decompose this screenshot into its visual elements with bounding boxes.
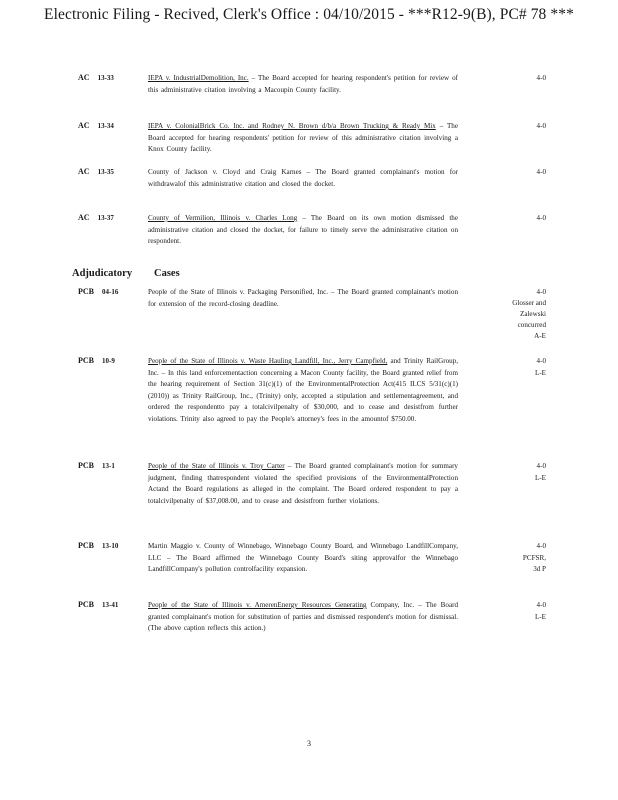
vote (486, 287, 546, 342)
page-number: 3 (307, 739, 311, 748)
entry-body: – The Board on its own motion dismissed the administrative citation and closed the docket, for failure to timely serve the administrative citation on respondent. (148, 214, 458, 245)
docket-number: 04-16 (102, 288, 119, 296)
case-caption: IEPA v. ColonialBrick Co. Inc. and Rodney N. Brown d/b/a Brown Trucking & Ready Mix (148, 122, 436, 130)
docket-number: 13-37 (97, 214, 114, 222)
entry-text (148, 213, 458, 248)
vote-text: 4-0 PCFSR, 3d P (522, 542, 546, 573)
docket-number: 10-9 (102, 357, 115, 365)
entry-text (148, 167, 458, 190)
docket-code (78, 461, 115, 470)
entry-body: People of the State of Illinois v. Packaging Personified, Inc. – The Board granted complainant's motion for extension of the record-closing deadline. (148, 288, 458, 308)
vote (486, 541, 546, 576)
case-caption: People of the State of Illinois v. Waste Hauling Landfill, Inc., Jerry Campfield, (148, 357, 388, 365)
vote-text: 4-0 L-E (534, 462, 546, 482)
docket-code (78, 213, 114, 222)
docket-type: AC (78, 167, 90, 176)
entry-body: – The Board granted complainant's motion for summary judgment, finding thatrespondent violated the specified provisions of the EnvironmentalProtection Actand the Board regulations as alleged in the complaint. The Board ordered respondent to pay a totalcivilpenalty of $37,008.00, and to cease and desistfrom further violations. (148, 462, 458, 505)
case-caption: People of the State of Illinois v. AmerenEnergy Resources Generating (148, 601, 367, 609)
docket-type: AC (78, 121, 90, 130)
entry-body: and Trinity RailGroup, Inc. – In this land enforcementaction concerning a Macon County facility, the Board granted relief from the hearing requirement of Section 31(c)(1) of the EnvironmentalProtection Act(415 ILCS 5/31(c)(1) (2010)) as Trinity RailGroup, Inc., (Trinity) only, accepted a stipulation and settlementagreement, and ordered the respondentto pay a totalcivilpenalty of $30,000, and to cease and desistfrom further violations. Trinity also agreed to pay the People's attorney's fees in the amountof $750.00. (148, 357, 458, 423)
section-heading-left: Adjudicatory (72, 268, 133, 279)
page-header: Electronic Filing - Recived, Clerk's Office : 04/10/2015 - ***R12-9(B), PC# 78 *** (44, 6, 574, 23)
vote (486, 356, 546, 379)
entry-text (148, 541, 458, 576)
vote: 4-0 (536, 214, 546, 222)
entry-text (148, 121, 458, 156)
docket-code (78, 356, 115, 365)
vote: 4-0 (536, 74, 546, 82)
docket-code (78, 73, 114, 82)
entry-text (148, 356, 458, 425)
entry-text (148, 600, 458, 635)
docket-type: PCB (78, 461, 94, 470)
entry-body: County of Jackson v. Cloyd and Craig Karnes – The Board granted complainant's motion for withdrawalof this administrative citation and closed the docket. (148, 168, 458, 188)
docket-number: 13-34 (97, 122, 114, 130)
vote-text: 4-0 L-E (534, 357, 546, 377)
vote: 4-0 (536, 122, 546, 130)
vote: 4-0 (536, 168, 546, 176)
section-heading (72, 268, 180, 279)
entry-body: – The Board accepted for hearing respondents' petition for review of this administrative citation involving a Knox County facility. (148, 122, 458, 153)
docket-number: 13-41 (102, 601, 119, 609)
case-caption: People of the State of Illinois v. Troy Carter (148, 462, 285, 470)
docket-number: 13-35 (97, 168, 114, 176)
vote-text: 4-0 L-E (534, 601, 546, 621)
docket-type: PCB (78, 287, 94, 296)
docket-code (78, 287, 118, 296)
docket-type: PCB (78, 356, 94, 365)
vote (486, 461, 546, 484)
entry-text (148, 73, 458, 96)
docket-number: 13-1 (102, 462, 115, 470)
docket-type: PCB (78, 600, 94, 609)
entry-text (148, 461, 458, 507)
vote-text: 4-0 Glosser and Zalewski concurred A-E (512, 288, 546, 340)
docket-type: AC (78, 213, 90, 222)
docket-type: PCB (78, 541, 94, 550)
entry-text (148, 287, 458, 310)
docket-number: 13-10 (102, 542, 119, 550)
entry-body: Martin Maggio v. County of Winnebago, Winnebago County Board, and Winnebago LandfillCompany, LLC – The Board affirmed the Winnebago County Board's siting approvalfor the Winnebago LandfillCompany's pollution controlfacility expansion. (148, 542, 458, 573)
docket-code (78, 167, 114, 176)
entry-body: Company, Inc. – The Board granted complainant's motion for substitution of parties and dismissed respondent's motion for dismissal. (The above caption reflects this action.) (148, 601, 459, 632)
docket-type: AC (78, 73, 90, 82)
docket-code (78, 541, 118, 550)
section-heading-right: Cases (154, 268, 180, 279)
entry-body: – The Board accepted for hearing respondent's petition for review of this administrative citation involving a Macoupin County facility. (148, 74, 458, 94)
case-caption: County of Vermilion, Illinois v. Charles Long (148, 214, 298, 222)
docket-number: 13-33 (97, 74, 114, 82)
docket-code (78, 600, 118, 609)
docket-code (78, 121, 114, 130)
vote (486, 600, 546, 623)
case-caption: IEPA v. IndustrialDemolition, Inc. (148, 74, 249, 82)
